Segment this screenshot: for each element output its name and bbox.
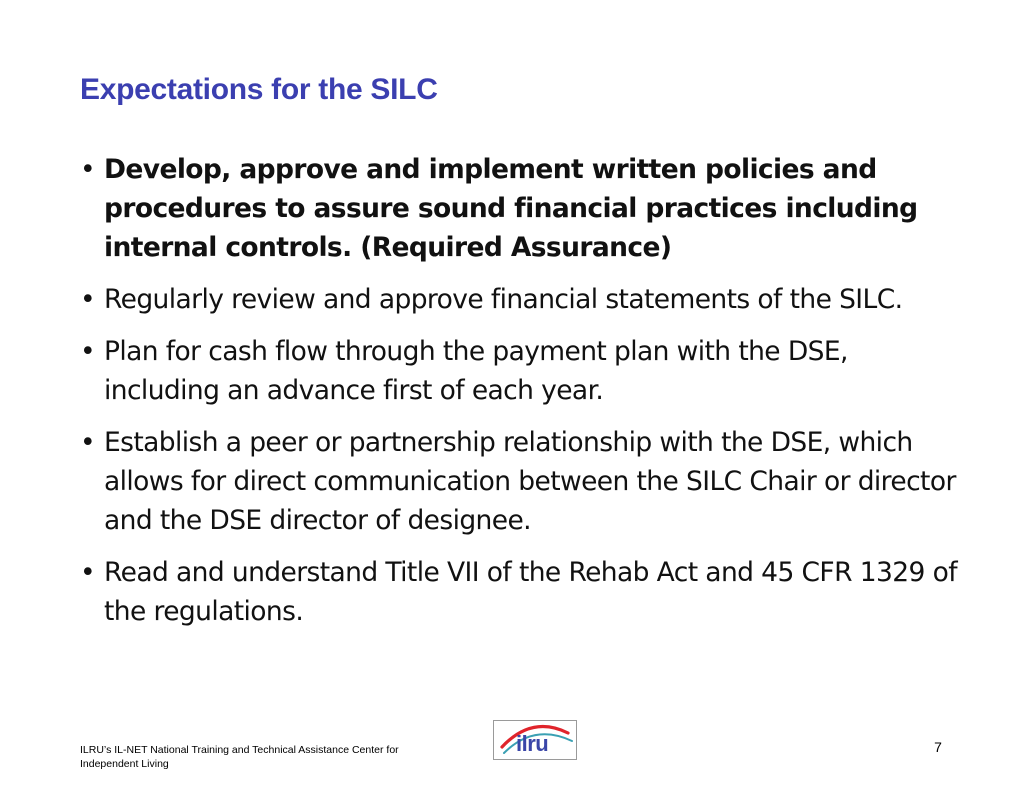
- bullet-text: Establish a peer or partnership relationship with the DSE, which allows for direct communication between the SILC Chair or director and the DSE director of designee.: [104, 427, 956, 536]
- bullet-text: Regularly review and approve financial statements of the SILC.: [104, 284, 903, 315]
- bullet-marker: •: [80, 284, 96, 315]
- page-number: 7: [934, 739, 942, 755]
- bullet-text: Plan for cash flow through the payment plan with the DSE, including an advance first of each year.: [104, 336, 848, 406]
- ilru-logo: [493, 720, 577, 760]
- bullet-item: [80, 553, 970, 631]
- footer-org-line: Independent Living: [80, 758, 169, 770]
- bullet-item: [80, 280, 970, 319]
- bullet-text: Read and understand Title VII of the Rehab Act and 45 CFR 1329 of the regulations.: [104, 557, 957, 627]
- bullet-marker: •: [80, 336, 96, 367]
- footer-org-line: ILRU’s IL-NET National Training and Technical Assistance Center for: [80, 744, 399, 756]
- bullet-marker: •: [80, 427, 96, 458]
- footer-organization: [80, 743, 460, 771]
- bullet-list: [80, 150, 970, 644]
- slide-title: Expectations for the SILC: [80, 73, 438, 106]
- bullet-marker: •: [80, 154, 96, 185]
- bullet-item: [80, 423, 970, 540]
- bullet-text: Develop, approve and implement written policies and procedures to assure sound financial practices including internal controls. (Required Assurance): [104, 154, 918, 263]
- bullet-marker: •: [80, 557, 96, 588]
- logo-wordmark: ilru: [516, 731, 549, 756]
- bullet-item: [80, 332, 970, 410]
- bullet-item: [80, 150, 970, 267]
